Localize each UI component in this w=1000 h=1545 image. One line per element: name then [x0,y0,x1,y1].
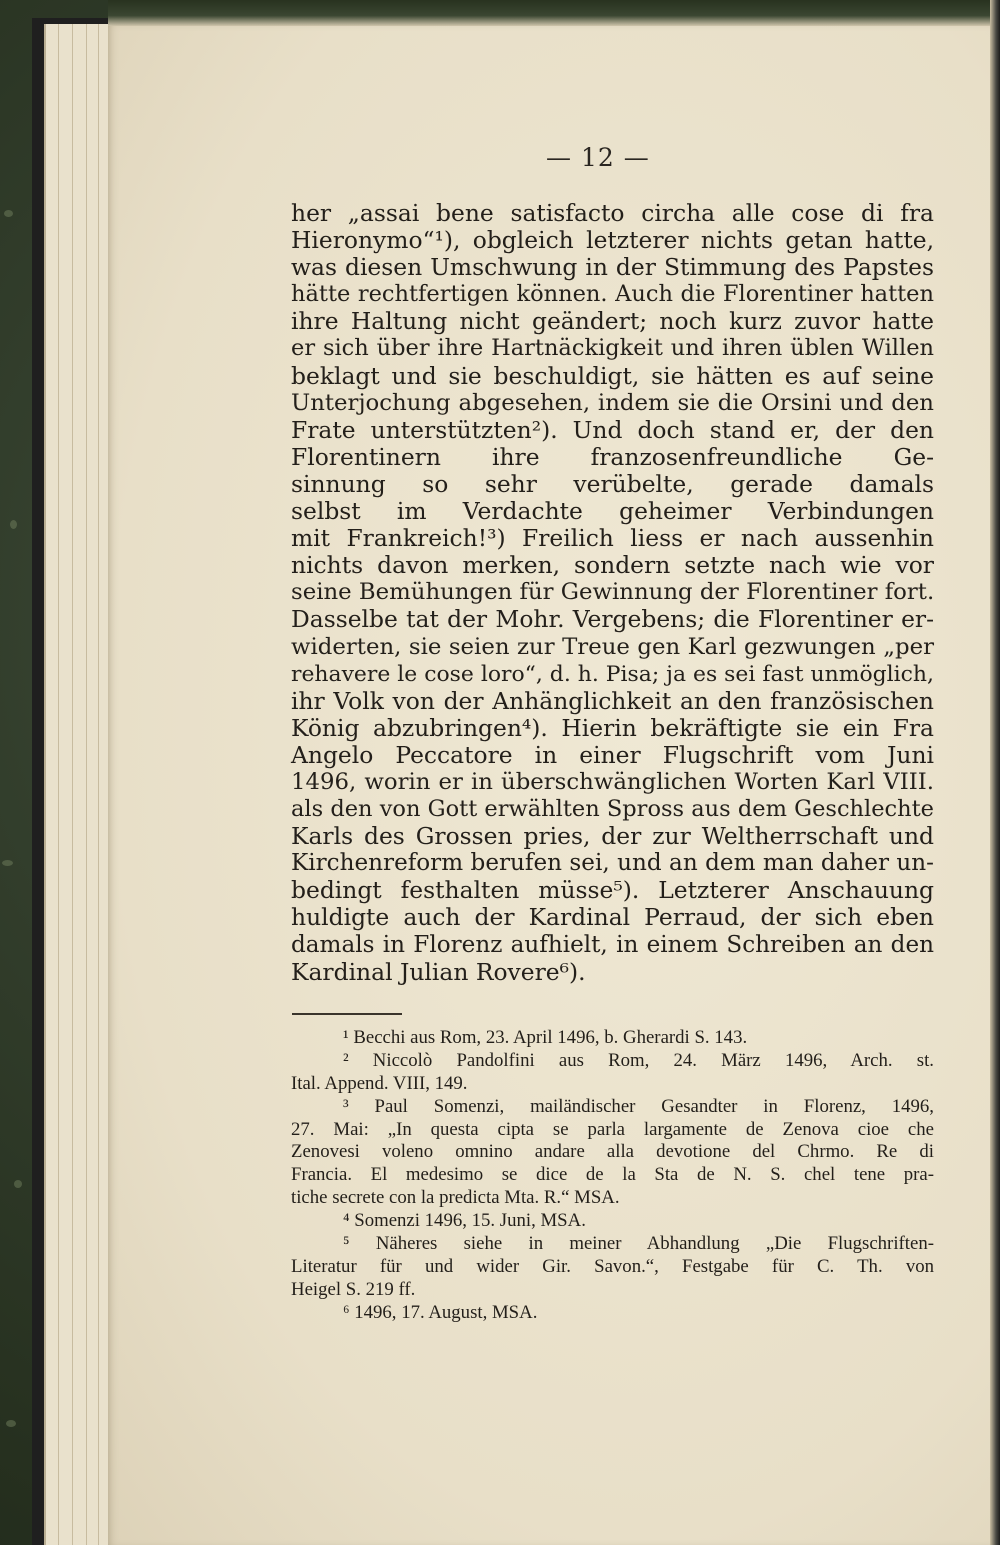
cover-speckle [10,520,17,529]
page-edge-line [86,24,87,1545]
body-line: sinnung so sehr verübelte, gerade damals [291,469,934,498]
body-line: rehavere le cose loro“, d. h. Pisa; ja es sei fast unmöglich, [291,661,934,687]
body-line: mit Frankreich!³) Freilich liess er nach aussenhin [291,524,934,553]
page-edge-line [72,24,73,1545]
cover-speckle [6,1420,16,1427]
body-line: als den von Gott erwählten Spross aus dem Geschlechte [291,796,934,823]
body-line: damals in Florenz aufhielt, in einem Schreiben an den [291,931,934,958]
top-cover-edge [108,0,1000,26]
body-line: König abzubringen⁴). Hierin bekräftigte sie ein Fra [291,713,934,742]
footnote-5-line: Literatur für und wider Gir. Savon.“, Festgabe für C. Th. von [291,1255,934,1277]
body-line: Florentinern ihre franzosenfreundliche Ge- [291,442,934,471]
body-line: widerten, sie seien zur Treue gen Karl gezwungen „per [291,633,934,660]
footnotes [291,1027,934,1325]
body-line: ihr Volk von der Anhänglichkeit an den französischen [291,686,934,715]
body-line: Kirchenreform berufen sei, und an dem man daher un- [291,850,934,877]
body-line: Karls des Grossen pries, der zur Weltherrschaft und [291,822,934,851]
body-line: Unterjochung abgesehen, indem sie die Orsini und den [291,389,934,416]
body-line: her „assai bene satisfacto circha alle cose di fra [291,199,934,227]
body-line: huldigte auch der Kardinal Perraud, der sich eben [291,903,934,932]
cover-speckle [2,860,13,866]
footnote-3-line: tiche secrete con la predicta Mta. R.“ MSA. [291,1187,620,1209]
footnote-3-line: Zenovesi voleno omnino andare alla devotione del Chrmo. Re di [291,1141,934,1163]
cover-speckle [4,210,13,217]
right-binding-edge [990,0,1000,1545]
body-line: Hieronymo“¹), obgleich letzterer nichts getan hatte, [291,226,934,255]
body-line: ihre Haltung nicht geändert; noch kurz zuvor hatte [291,307,934,336]
footnote-1-line: ¹ Becchi aus Rom, 23. April 1496, b. Gherardi S. 143. [343,1027,748,1048]
body-line: was diesen Umschwung in der Stimmung des Papstes [291,253,934,282]
body-line: hätte rechtfertigen können. Auch die Florentiner hatten [291,281,934,308]
footnote-2-line: ² Niccolò Pandolfini aus Rom, 24. März 1496, Arch. st. [343,1049,934,1071]
footnote-2-line: Ital. Append. VIII, 149. [291,1072,468,1094]
body-line: Frate unterstützten²). Und doch stand er, der den [291,415,934,444]
body-line: beklagt und sie beschuldigt, sie hätten es auf seine [291,361,934,390]
cover-speckle [14,1180,22,1188]
body-line: bedingt festhalten müsse⁵). Letzterer Anschauung [291,876,934,905]
body-line: seine Bemühungen für Gewinnung der Florentiner fort. [291,579,935,606]
body-line: 1496, worin er in überschwänglichen Worten Karl VIII. [291,768,934,795]
page-edge-line [98,24,99,1545]
footnote-rule [292,1013,402,1015]
footnote-5-line: ⁵ Näheres siehe in meiner Abhandlung „Die Flugschriften- [343,1233,934,1255]
body-line: Angelo Peccatore in einer Flugschrift vom Juni [291,740,934,769]
page-edge-line [58,24,59,1545]
footnote-3-line: ³ Paul Somenzi, mailändischer Gesandter in Florenz, 1496, [343,1095,934,1117]
body-line: Kardinal Julian Rovere⁶). [291,957,586,986]
footnote-3-line: 27. Mai: „In questa cipta se parla largamente de Zenova cioe che [291,1118,934,1140]
footnote-5-line: Heigel S. 219 ff. [291,1278,416,1300]
body-line: selbst im Verdachte geheimer Verbindungen [291,497,934,526]
footnote-6-line: ⁶ 1496, 17. August, MSA. [343,1301,538,1323]
body-text [291,200,934,986]
footnote-3-line: Francia. El medesimo se dice de la Sta de N. S. chel tene pra- [291,1164,934,1186]
footnote-4-line: ⁴ Somenzi 1496, 15. Juni, MSA. [343,1210,586,1232]
body-line: er sich über ihre Hartnäckigkeit und ihren üblen Willen [291,335,934,362]
page-number: — 12 — [546,143,650,172]
body-line: Dasselbe tat der Mohr. Vergebens; die Florentiner er- [291,605,934,634]
body-line: nichts davon merken, sondern setzte nach wie vor [291,551,934,580]
